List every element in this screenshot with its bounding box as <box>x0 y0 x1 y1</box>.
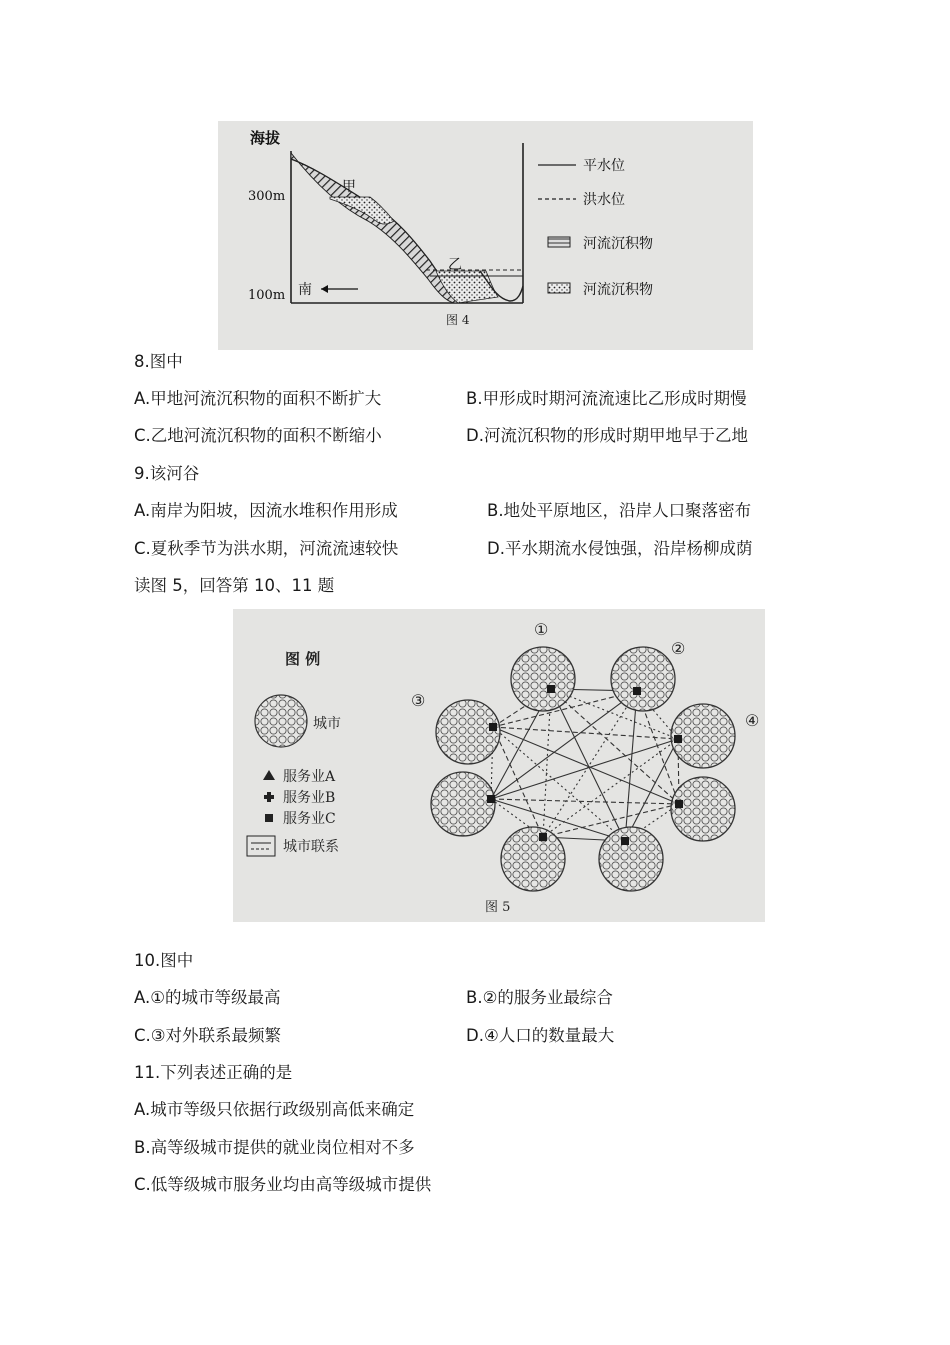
legend-c-square-icon <box>265 814 273 822</box>
service-marker <box>489 723 497 731</box>
q11-option-a[interactable]: A.城市等级只依据行政级别高低来确定 <box>134 1100 415 1119</box>
label-yi: 乙 <box>448 257 462 273</box>
city-link <box>625 739 678 841</box>
service-marker <box>621 837 629 845</box>
q11-stem: 11.下列表述正确的是 <box>134 1063 293 1082</box>
figure-5 <box>233 609 765 922</box>
tick-100: 100m <box>248 288 286 303</box>
tick-300: 300m <box>248 189 286 204</box>
q9-option-b[interactable]: B.地处平原地区，沿岸人口聚落密布 <box>487 501 752 520</box>
legend-c-label: 服务业C <box>283 811 336 827</box>
city-link <box>543 691 637 837</box>
city-label-2: ② <box>671 639 686 658</box>
figure-5-caption: 图 5 <box>485 900 511 915</box>
legend-striped-box <box>548 237 570 247</box>
legend-city-label: 城市 <box>313 716 341 732</box>
q10-option-a[interactable]: A.①的城市等级最高 <box>134 988 281 1007</box>
legend-a-triangle-icon <box>263 770 275 780</box>
arrow-head <box>321 285 328 293</box>
city-link <box>543 804 679 837</box>
city-link <box>493 727 625 841</box>
service-marker <box>674 735 682 743</box>
q9-stem: 9.该河谷 <box>134 464 200 483</box>
city-link <box>625 691 637 841</box>
city-circle <box>436 700 500 764</box>
city-circle <box>511 647 575 711</box>
legend-b-label: 服务业B <box>283 790 336 806</box>
legend-label-0: 平水位 <box>583 158 625 174</box>
city-circle <box>431 772 495 836</box>
q10-option-c[interactable]: C.③对外联系最频繁 <box>134 1026 282 1045</box>
city-circle <box>671 777 735 841</box>
deposit-jia <box>330 197 394 224</box>
legend-a-label: 服务业A <box>283 769 336 785</box>
q11-option-c[interactable]: C.低等级城市服务业均由高等级城市提供 <box>134 1175 432 1194</box>
q11-option-b[interactable]: B.高等级城市提供的就业岗位相对不多 <box>134 1138 415 1157</box>
legend-dotted-box <box>548 283 570 293</box>
city-label-4: ④ <box>745 711 760 730</box>
service-marker <box>539 833 547 841</box>
service-marker <box>487 795 495 803</box>
q8-stem: 8.图中 <box>134 352 183 371</box>
q10-option-b[interactable]: B.②的服务业最综合 <box>466 988 613 1007</box>
city-label-1: ① <box>534 620 549 639</box>
legend-title: 图 例 <box>285 650 321 668</box>
city-circle <box>599 827 663 891</box>
legend-label-1: 洪水位 <box>583 192 625 208</box>
q9-option-c[interactable]: C.夏秋季节为洪水期，河流流速较快 <box>134 539 399 558</box>
q10-option-d[interactable]: D.④人口的数量最大 <box>466 1026 615 1045</box>
q10-stem: 10.图中 <box>134 951 194 970</box>
city-link <box>551 689 625 841</box>
service-marker <box>675 800 683 808</box>
figure-4-caption: 图 4 <box>446 313 470 327</box>
figure-4 <box>218 121 753 350</box>
direction-label: 南 <box>298 282 312 298</box>
legend-city-circle <box>255 695 307 747</box>
city-circle <box>501 827 565 891</box>
q8-option-c[interactable]: C.乙地河流沉积物的面积不断缩小 <box>134 426 382 445</box>
city-link <box>543 739 678 837</box>
q8-option-d[interactable]: D.河流沉积物的形成时期甲地早于乙地 <box>466 426 748 445</box>
q8-option-b[interactable]: B.甲形成时期河流流速比乙形成时期慢 <box>466 389 747 408</box>
y-axis-title: 海拔 <box>250 129 281 147</box>
city-label-3: ③ <box>411 691 426 710</box>
city-link <box>493 727 679 804</box>
legend-b-cross-icon <box>264 792 274 802</box>
legend-label-2: 河流沉积物 <box>583 236 653 252</box>
q9-option-a[interactable]: A.南岸为阳坡，因流水堆积作用形成 <box>134 501 398 520</box>
label-jia: 甲 <box>342 179 356 195</box>
q9-option-d[interactable]: D.平水期流水侵蚀强，沿岸杨柳成荫 <box>487 539 753 558</box>
city-links <box>491 689 679 841</box>
legend-label-3: 河流沉积物 <box>583 282 653 298</box>
legend-link-label: 城市联系 <box>283 839 339 855</box>
service-marker <box>633 687 641 695</box>
instruction: 读图 5，回答第 10、11 题 <box>134 576 335 595</box>
q8-option-a[interactable]: A.甲地河流沉积物的面积不断扩大 <box>134 389 382 408</box>
city-link <box>491 799 679 804</box>
city-circle <box>611 647 675 711</box>
legend-link-icon <box>247 836 275 856</box>
service-marker <box>547 685 555 693</box>
city-link <box>491 799 625 841</box>
city-link <box>491 691 637 799</box>
